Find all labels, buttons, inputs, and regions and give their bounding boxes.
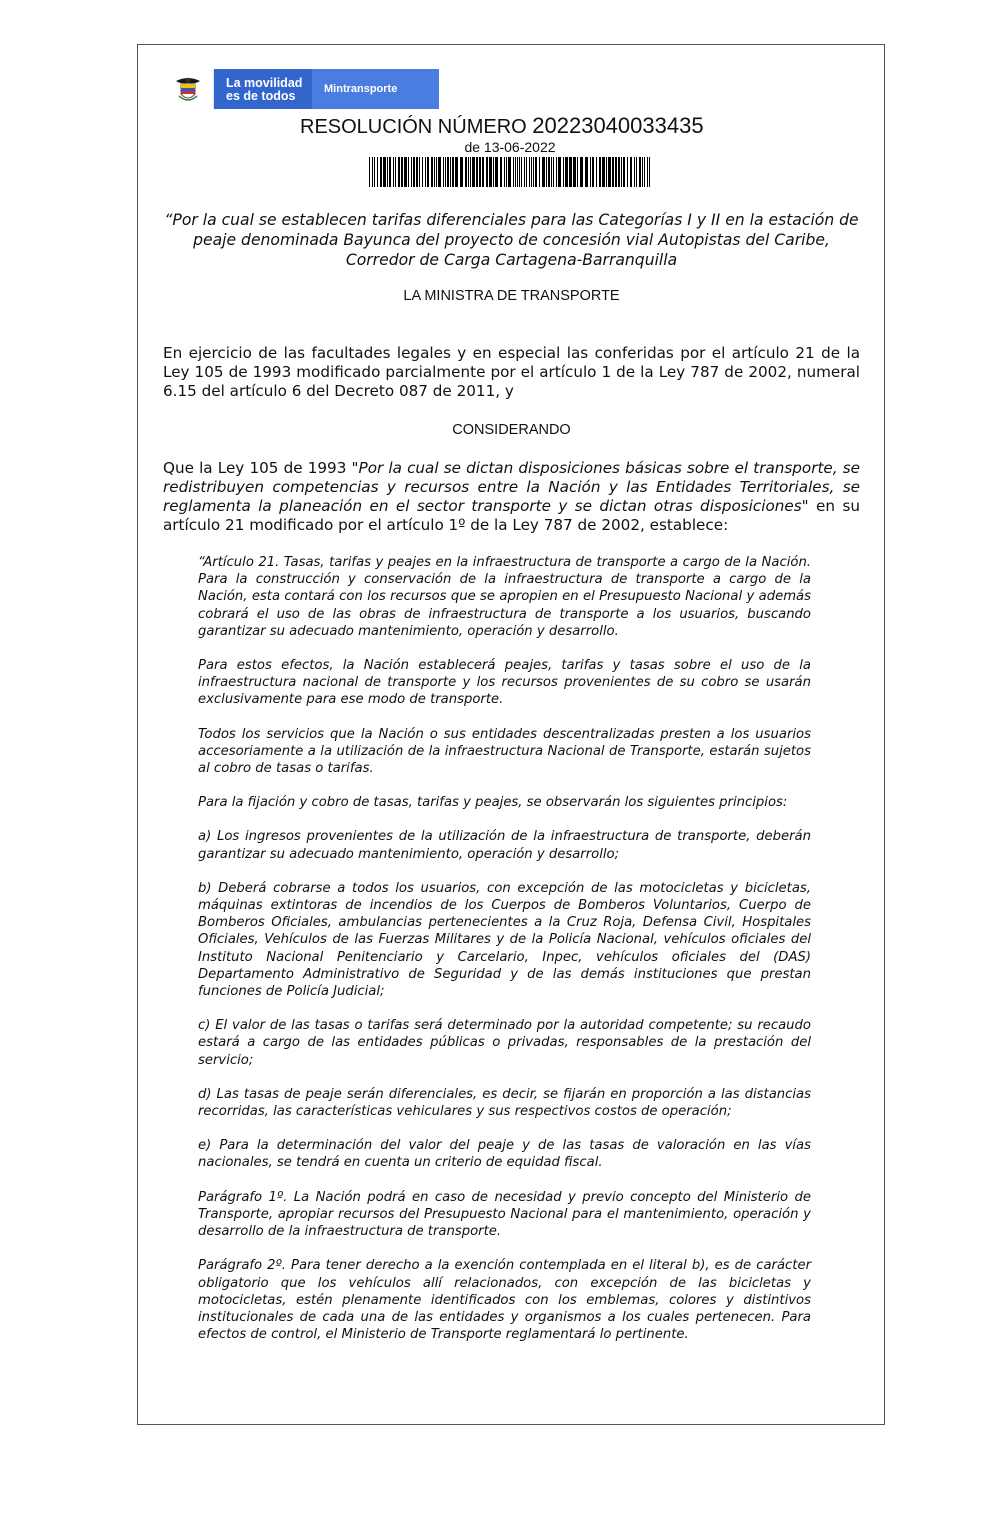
- quote-paragraph: d) Las tasas de peaje serán diferenciales, es decir, se fijarán en proporción a las distancias recorridas, las características vehiculares y sus respectivos costos de operación;: [198, 1086, 811, 1120]
- article-quote: [198, 554, 811, 1360]
- ministry-header-banner: [163, 69, 439, 109]
- quote-paragraph: “Artículo 21. Tasas, tarifas y peajes en la infraestructura de transporte a cargo de la Nación. Para la construcción y conservación de la infraestructura de transporte a cargo de la Nación, esta contará con los recursos que se apropien en el Presupuesto Nacional y además cobrará el uso de las obras de infraestructura de transporte a los usuarios, buscando garantizar su adecuado mantenimiento, operación y desarrollo.: [198, 555, 811, 639]
- quote-paragraph: Todos los servicios que la Nación o sus entidades descentralizadas presten a los usuarios accesoriamente a la utilización de la infraestructura Nacional de Transporte, estarán sujetos al cobro de tasas o tarifas.: [198, 726, 811, 777]
- slogan-logo: [214, 69, 312, 109]
- law-paragraph-tail: " en su artículo 21 modificado por el artículo 1º de la Ley 787 de 2002, establece:: [163, 497, 860, 534]
- law-paragraph-lead: Que la Ley 105 de 1993: [163, 459, 352, 477]
- slogan-line-1: La movilidad: [226, 76, 303, 90]
- quote-paragraph: b) Deberá cobrarse a todos los usuarios, con excepción de las motocicletas y bicicletas, máquinas extintoras de incendios de los Cuerpos de Bomberos Voluntarios, Cuerpo de Bomberos Oficiales, ambulancias pertenecientes a la Cruz Roja, Defensa Civil, Hospitales Oficiales, Vehículos de las Fuerzas Militares y de la Policía Nacional, vehículos oficiales del Instituto Nacional Penitenciario y Carcelario, Inpec, vehículos oficiales del (DAS) Departamento Administrativo de Seguridad y de las demás instituciones que prestan funciones de Policía Judicial;: [198, 880, 811, 1000]
- quote-paragraph: c) El valor de las tasas o tarifas será determinado por la autoridad competente; su recaudo estará a cargo de las entidades públicas o privadas, responsables de la prestación del servicio;: [198, 1018, 811, 1068]
- slogan-line-2: es de todos: [226, 89, 296, 103]
- barcode-icon: [369, 157, 651, 187]
- issuer-heading: LA MINISTRA DE TRANSPORTE: [403, 288, 620, 304]
- law-paragraph-title: "Por la cual se dictan disposiciones básicas sobre el transporte, se redistribuyen competencias y recursos entre la Nación y las Entidades Territoriales, se reglamenta la planeación en el sector transporte y se dictan otras disposiciones: [163, 459, 860, 515]
- mintransporte-brand: Mintransporte: [312, 69, 439, 109]
- intro-paragraph: En ejercicio de las facultades legales y en especial las conferidas por el artículo 21 de la Ley 105 de 1993 modificado parcialmente por el artículo 1 de la Ley 787 de 2002, numeral 6.15 del artículo 6 del Decreto 087 de 2011, y: [163, 344, 860, 400]
- resolution-heading: [300, 113, 740, 139]
- resolution-date: de 13-06-2022: [464, 139, 556, 155]
- resolution-number: 20223040033435: [532, 113, 704, 138]
- quote-paragraph: Para la fijación y cobro de tasas, tarifas y peajes, se observarán los siguientes principios:: [198, 795, 788, 811]
- law-paragraph: [163, 459, 860, 535]
- quote-paragraph: Parágrafo 2º. Para tener derecho a la exención contemplada en el literal b), es de carácter obligatorio que los vehículos allí relacionados, con excepción de las bicicletas y motocicletas, estén plenamente identificados con los emblemas, colores y distintivos institucionales de cada una de las entidades y organismos a los cuales pertenecen. Para efectos de control, el Ministerio de Transporte reglamentará lo pertinente.: [198, 1258, 811, 1343]
- quote-paragraph: a) Los ingresos provenientes de la utilización de la infraestructura de transporte, deberán garantizar su adecuado mantenimiento, operación y desarrollo;: [198, 829, 811, 862]
- resolution-title: “Por la cual se establecen tarifas diferenciales para las Categorías I y II en la estación de peaje denominada Bayunca del proyecto de concesión vial Autopistas del Caribe, Corredor de Carga Cartagena-Barranquilla: [164, 211, 859, 269]
- coat-of-arms-icon: [163, 69, 214, 109]
- resolution-label: RESOLUCIÓN NÚMERO: [300, 116, 527, 138]
- quote-paragraph: e) Para la determinación del valor del peaje y de las tasas de valoración en las vías nacionales, se tendrá en cuenta un criterio de equidad fiscal.: [198, 1138, 811, 1171]
- considerando-heading: CONSIDERANDO: [452, 422, 571, 438]
- quote-paragraph: Para estos efectos, la Nación establecerá peajes, tarifas y tasas sobre el uso de la infraestructura nacional de transporte y los recursos provenientes de su cobro se usarán exclusivamente para ese modo de transporte.: [198, 658, 811, 708]
- quote-paragraph: Parágrafo 1º. La Nación podrá en caso de necesidad y previo concepto del Ministerio de Transporte, apropiar recursos del Presupuesto Nacional para el mantenimiento, operación y desarrollo de la infraestructura de transporte.: [198, 1189, 811, 1240]
